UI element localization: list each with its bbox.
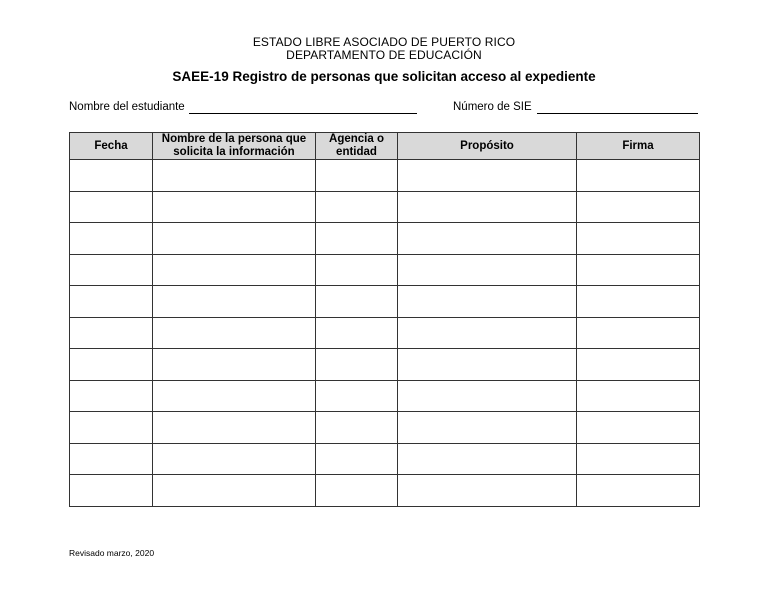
purpose-cell[interactable]	[398, 443, 577, 475]
signature-cell[interactable]	[577, 160, 700, 192]
date-cell[interactable]	[70, 223, 153, 255]
column-header-purpose: Propósito	[398, 133, 577, 160]
requester-name-cell[interactable]	[153, 412, 316, 444]
purpose-cell[interactable]	[398, 475, 577, 507]
purpose-cell[interactable]	[398, 349, 577, 381]
date-cell[interactable]	[70, 160, 153, 192]
date-cell[interactable]	[70, 254, 153, 286]
student-name-field[interactable]	[189, 113, 417, 114]
signature-cell[interactable]	[577, 475, 700, 507]
requester-name-cell[interactable]	[153, 286, 316, 318]
purpose-cell[interactable]	[398, 380, 577, 412]
department-name: DEPARTAMENTO DE EDUCACIÓN	[286, 48, 482, 62]
signature-cell[interactable]	[577, 286, 700, 318]
requester-name-cell[interactable]	[153, 160, 316, 192]
purpose-cell[interactable]	[398, 254, 577, 286]
sie-number-field[interactable]	[537, 113, 698, 114]
requester-name-cell[interactable]	[153, 223, 316, 255]
date-cell[interactable]	[70, 380, 153, 412]
table-row	[70, 191, 700, 223]
table-row	[70, 286, 700, 318]
agency-cell[interactable]	[316, 160, 398, 192]
signature-cell[interactable]	[577, 349, 700, 381]
table-header-row	[70, 133, 700, 160]
column-header-date: Fecha	[70, 133, 153, 160]
requester-name-cell[interactable]	[153, 317, 316, 349]
table-row	[70, 317, 700, 349]
purpose-cell[interactable]	[398, 412, 577, 444]
table-row	[70, 160, 700, 192]
agency-cell[interactable]	[316, 286, 398, 318]
table-row	[70, 380, 700, 412]
table-row	[70, 254, 700, 286]
agency-cell[interactable]	[316, 349, 398, 381]
date-cell[interactable]	[70, 443, 153, 475]
date-cell[interactable]	[70, 191, 153, 223]
agency-cell[interactable]	[316, 475, 398, 507]
table-row	[70, 443, 700, 475]
signature-cell[interactable]	[577, 191, 700, 223]
agency-name: ESTADO LIBRE ASOCIADO DE PUERTO RICO	[252, 35, 516, 49]
access-log-table	[69, 132, 700, 507]
sie-number-label: Número de SIE	[453, 101, 532, 113]
date-cell[interactable]	[70, 475, 153, 507]
date-cell[interactable]	[70, 286, 153, 318]
signature-cell[interactable]	[577, 223, 700, 255]
purpose-cell[interactable]	[398, 317, 577, 349]
revision-note: Revisado marzo, 2020	[69, 548, 155, 558]
table-row	[70, 349, 700, 381]
agency-cell[interactable]	[316, 223, 398, 255]
agency-cell[interactable]	[316, 191, 398, 223]
requester-name-cell[interactable]	[153, 191, 316, 223]
column-header-signature: Firma	[577, 133, 700, 160]
table-row	[70, 412, 700, 444]
signature-cell[interactable]	[577, 254, 700, 286]
purpose-cell[interactable]	[398, 286, 577, 318]
date-cell[interactable]	[70, 349, 153, 381]
purpose-cell[interactable]	[398, 191, 577, 223]
requester-name-cell[interactable]	[153, 349, 316, 381]
signature-cell[interactable]	[577, 317, 700, 349]
agency-cell[interactable]	[316, 412, 398, 444]
agency-cell[interactable]	[316, 254, 398, 286]
table-row	[70, 223, 700, 255]
requester-name-cell[interactable]	[153, 380, 316, 412]
column-header-agency: Agencia o entidad	[316, 133, 398, 160]
agency-cell[interactable]	[316, 317, 398, 349]
date-cell[interactable]	[70, 317, 153, 349]
signature-cell[interactable]	[577, 443, 700, 475]
form-title: SAEE-19 Registro de personas que solicitan acceso al expediente	[172, 69, 596, 84]
requester-name-cell[interactable]	[153, 475, 316, 507]
signature-cell[interactable]	[577, 412, 700, 444]
student-name-label: Nombre del estudiante	[69, 101, 185, 113]
table-row	[70, 475, 700, 507]
date-cell[interactable]	[70, 412, 153, 444]
requester-name-cell[interactable]	[153, 443, 316, 475]
table-body	[70, 160, 700, 507]
signature-cell[interactable]	[577, 380, 700, 412]
agency-cell[interactable]	[316, 380, 398, 412]
agency-cell[interactable]	[316, 443, 398, 475]
column-header-requester-name: Nombre de la persona que solicita la información	[153, 133, 316, 160]
purpose-cell[interactable]	[398, 223, 577, 255]
purpose-cell[interactable]	[398, 160, 577, 192]
requester-name-cell[interactable]	[153, 254, 316, 286]
